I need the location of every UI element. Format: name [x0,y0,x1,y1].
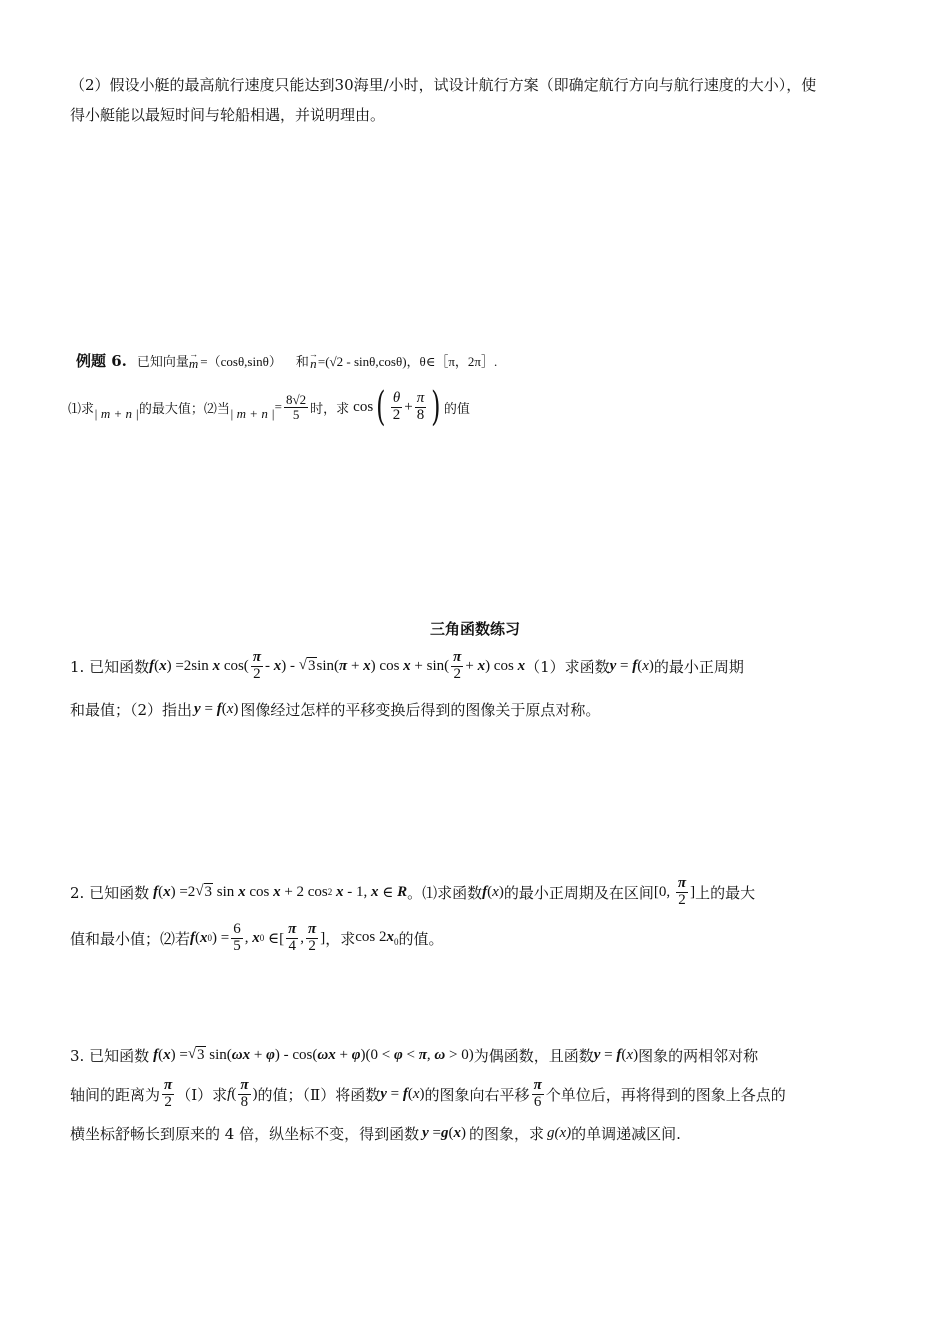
problem-3-line3-a: 横坐标舒畅长到原来的 4 倍，纵坐标不变，得到函数 [70,1124,420,1143]
problem-2 [70,870,885,960]
pi-num: π [416,389,425,406]
fraction-pi-over-2: $\frac{\pi}{2}$ [164,1076,173,1110]
problem-2-mid: 。⑴求函数 [407,883,483,902]
paren-left: ( [376,384,386,430]
problem-3-line2-c: 的值；（Ⅱ）将函数 [257,1085,381,1104]
y-equals-gx: y =g(x) [422,1124,466,1141]
y-equals-fx-2: y = f(x) [194,700,239,717]
theta-den: 2 [392,406,401,423]
equals-sign: = [274,399,282,414]
problem-3 [70,1040,885,1148]
problem-3-tail: 图象的两相邻对称 [638,1046,759,1065]
fraction-theta-over-2 [391,391,403,424]
interval-0-pi2: [0, $\frac{\pi}{2}$ ] [653,874,696,908]
problem-2-tail: 上的最大 [695,883,756,902]
abs-m-plus-n-2: | m + n | [229,406,275,421]
problem-3-intro: 3. 已知函数 [70,1046,150,1065]
problem-part-2 [70,72,885,126]
part1-prefix: ⑴求 [68,401,95,417]
y-equals-fx: y = f(x) [609,657,654,674]
problem-3-mid: 为偶函数，且函数 [473,1046,594,1065]
vector-n-expr: =(√2 - sinθ,cosθ)，θ∈［π，2π］. [317,353,498,369]
problem-3-line2-e: 个单位后，再将得到的图象上各点的 [545,1085,786,1104]
section-title: 三角函数练习 [429,620,520,638]
y-equals-fx-3: y = f(x) [593,1046,639,1063]
example-tail: 的值 [443,401,470,417]
problem-1-tail-a: （1）求函数 [525,657,610,676]
problem-2-line2-c: 的值。 [398,929,444,948]
problem-3-line2 [70,1072,885,1116]
problem-1-line2-a: 和最值；（2）指出 [70,700,193,719]
problem-3-line2-d: 的图象向右平移 [424,1085,530,1104]
frac-numerator: 8√2 [286,391,307,407]
fraction-8root2-over-5 [284,393,308,421]
paren-right: ) [431,384,441,430]
problem-2-formula: f ( x ) =2 √ 3 sin x cos x + 2 cos 2 x - 1, x ∈ R [153,883,408,901]
problem-2-line1 [70,870,885,914]
problem-2-intro: 2. 已知函数 [70,883,150,902]
example-6-line1 [76,346,891,374]
problem-2-line2 [70,916,885,960]
vector-m-expr: =（cosθ,sinθ） [200,353,282,369]
example-6 [68,346,891,434]
y-equals-fx-4: y = f(x) [380,1085,425,1102]
part1-suffix: 的最大值；⑵当 [138,401,230,417]
problem-3-line3-b: 的图象，求 [468,1124,544,1143]
problem-1 [70,644,885,724]
example-6-line2: ⑴求 | m + n | 的最大值；⑵当 | m + n | = $\frac{8√2}{5}$ 时，求 cos ( $\frac{\theta}{2}$ + $\frac{\pi}{8}$ ) 的值 [68,384,470,430]
cos-label: cos [353,398,374,415]
problem-3-gx: g(x) [547,1124,572,1141]
problem-1-intro: 1. 已知函数 [70,657,150,676]
example-label: 例题 6. [76,351,127,370]
problem-3-line2-b: （Ⅰ）求 [176,1085,228,1104]
problem-1-formula: f ( x ) =2sin x cos( $\frac{\pi}{2}$ - x ) - √ 3 sin( π + x ) cos x + sin( $\frac{\pi}{2}$ + x ) cos x [149,648,526,682]
problem-3-formula: f ( x ) = √ 3 sin( ωx + φ ) - cos( ωx + φ )(0 < φ < π , ω > 0) [153,1046,474,1063]
problem-2-mid2: 的最小正周期及在区间 [503,883,654,902]
problem-2-line2-b: ，求 [325,929,356,948]
abs-m-plus-n: | m + n | [94,406,139,421]
vector-m: → m [188,349,199,372]
problem-2-condition: f ( x 0 ) = $\frac{6}{5}$ , x 0 ∈[ $\frac{\pi}{4}$ , $\frac{\pi}{2}$ ] [190,920,326,954]
fraction-pi-over-8 [415,391,427,424]
problem-1-line2 [70,694,885,724]
example-intro: 已知向量 [136,354,189,370]
problem-3-line3 [70,1118,885,1148]
fraction-pi-over-6: $\frac{\pi}{6}$ [533,1076,542,1110]
pi-den: 8 [416,406,425,423]
problem-1-line1 [70,644,885,688]
problem-3-line2-a: 轴间的距离为 [70,1085,161,1104]
vector-n: → n [308,349,318,372]
frac-denominator: 5 [292,406,300,422]
cos-2x0: $\cos 2x_0$ [355,929,399,947]
problem-2-line2-a: 值和最小值；⑵若 [70,929,191,948]
fx-2: f(x) [482,883,504,900]
problem-3-line1 [70,1040,885,1070]
text-line: （2）假设小艇的最高航行速度只能达到30海里/小时，试设计航行方案（即确定航行方向与航行速度的大小），使 [70,75,817,94]
part2-mid: 时，求 [310,401,350,417]
and-text: 和 [295,354,309,370]
theta-num: θ [392,389,401,406]
problem-3-line3-d: 的单调递减区间. [571,1124,681,1143]
f-pi-over-8: f ( $\frac{\pi}{8}$ ) [227,1076,258,1110]
text-line: 得小艇能以最短时间与轮船相遇，并说明理由。 [70,105,386,124]
problem-1-line2-b: 图像经过怎样的平移变换后得到的图像关于原点对称。 [240,700,601,719]
problem-1-tail-b: 的最小正周期 [653,657,744,676]
